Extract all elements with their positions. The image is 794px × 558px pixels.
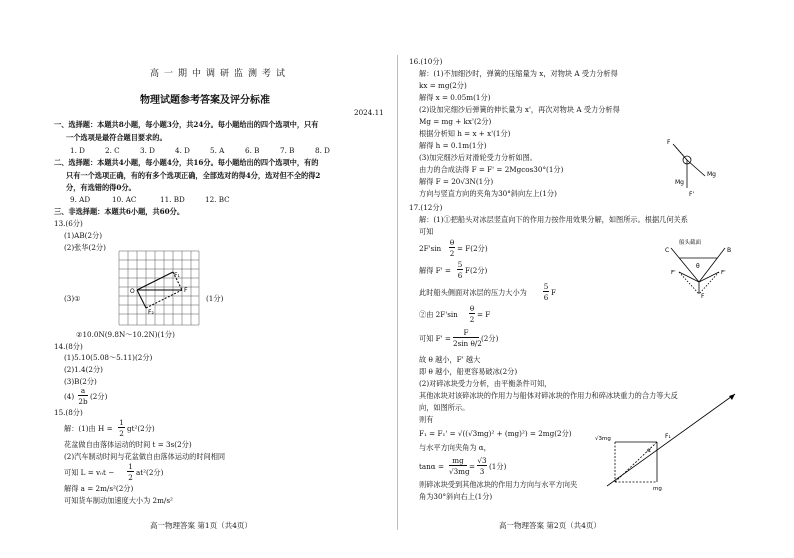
q17-eq2-start: 解得 F' = — [419, 266, 451, 275]
q17-eq5: F₁ = F₁' = √((√3mg)² + (mg)²) = 2mg(2分) — [419, 429, 572, 438]
q17-eq2-frac-bar — [457, 269, 463, 270]
fig17a-title: 船头截面 — [679, 240, 702, 246]
q15-line2: 花盆做自由落体运动的时间 t = 3s(2分) — [64, 440, 192, 449]
answer-6: 6. B — [245, 146, 260, 155]
q17-line3-frac-num: 5 — [543, 282, 549, 291]
q17-eq6-frac2-num: √3 — [477, 456, 487, 465]
fig17a-label-theta: θ — [696, 263, 700, 270]
q17-eq3-frac-bar — [469, 313, 475, 314]
fig17a-label-fprime-left: F' — [671, 270, 676, 276]
q16-line7: 解得 h = 0.1m(1分) — [419, 141, 487, 150]
grid-label-o: O — [130, 288, 135, 295]
answer-4: 4. D — [175, 146, 190, 155]
q17-line3: 此时船头侧面对冰层的压力大小为 — [419, 288, 527, 297]
q17-line5: 即 θ 越小，船更容易破冰(2分) — [419, 367, 518, 376]
ship-bow-diagram — [665, 238, 735, 300]
q17-eq4-end: (2分) — [481, 334, 499, 343]
q17-line3-frac-den: 6 — [543, 293, 549, 302]
q17-line8: 向，如图所示。 — [419, 403, 470, 412]
fig17b-label-f1: F₁ — [665, 433, 671, 440]
fig17b-label-mg: mg — [653, 486, 662, 492]
answer-11: 11. BD — [160, 195, 185, 204]
answer-1: 1. D — [70, 146, 85, 155]
exam-header: 高一期中调研监测考试 — [150, 69, 291, 79]
q15-line1-end: gt²(2分) — [127, 424, 155, 433]
doc-title: 物理试题参考答案及评分标准 — [140, 95, 270, 106]
fig16-label-fprime: F' — [689, 191, 695, 198]
answer-2: 2. C — [105, 146, 120, 155]
q13-part3b: ②10.0N(9.8N～10.2N)(1分) — [76, 330, 175, 339]
q17-eq6-frac2-bar — [477, 465, 487, 466]
pulley-force-diagram — [667, 138, 737, 198]
q17-eq6-start: tanα = — [419, 462, 444, 471]
q17-eq6-frac1-num: mg — [452, 456, 464, 465]
q14-part4: (4) — [64, 392, 75, 401]
q14-part2: (2)1.4(2分) — [64, 365, 103, 374]
q17-eq6-frac1-bar — [449, 465, 467, 466]
q15-line6: 可知货车制动加速度大小为 2m/s² — [64, 496, 173, 505]
q16-line11: 方向与竖直方向的夹角为30°斜向左上(1分) — [419, 189, 557, 198]
q17-line10: 与水平方向夹角为 α， — [419, 443, 491, 452]
q16-line5: Mg = mg + kx'(2分) — [419, 117, 492, 126]
q17-line2: 可知 — [419, 227, 434, 236]
fig17a-label-b: B — [727, 247, 732, 254]
q17-eq6-eq: = — [469, 462, 476, 471]
q15-half-num: 1 — [119, 418, 124, 427]
fig16-label-mg-right: Mg — [707, 171, 716, 178]
q15-half2-den: 2 — [128, 473, 133, 482]
page-footer-2: 高一物理答案 第2页（共4页） — [499, 521, 601, 530]
fig17b-label-alpha: α — [647, 447, 651, 454]
answer-9: 9. AD — [70, 195, 91, 204]
section-1-heading-cont: 一个选项是最符合题目要求的。 — [66, 133, 167, 142]
ice-force-diagram — [597, 390, 737, 490]
q17-eq4-frac-num: F — [463, 328, 469, 337]
answer-3: 3. D — [140, 146, 155, 155]
answer-7: 7. B — [280, 146, 295, 155]
q14-frac-bar — [78, 395, 88, 396]
q15-half2-num: 1 — [128, 462, 133, 471]
q17-line3-end: F — [551, 288, 556, 297]
q17-eq1-frac-den: 2 — [449, 249, 455, 258]
q17-eq1-frac-bar — [449, 247, 455, 248]
section-2-heading-cont: 只有一个选项正确，有的有多个选项正确，全部选对的得4分，选对但不全的得2 — [66, 171, 321, 180]
q16-title: 16.(10分) — [409, 57, 443, 66]
q16-line3: 解得 x = 0.05m(1分) — [419, 93, 491, 102]
answer-8: 8. D — [315, 146, 330, 155]
fig17a-label-fprime-right: F' — [721, 270, 726, 276]
q17-eq3-frac-num: θ — [469, 304, 475, 313]
q17-eq4-frac-den: 2sin θ/2 — [453, 339, 482, 348]
q17-eq3-end: = F — [477, 310, 491, 319]
q15-half2-bar — [127, 471, 134, 472]
q17-eq4-start: 可知 F' = — [419, 334, 451, 343]
q15-line5: 解得 a = 2m/s²(2分) — [64, 484, 134, 493]
q14-part4-score: (2分) — [90, 392, 108, 401]
answer-5: 5. A — [210, 146, 225, 155]
q13-part3: (3)① — [64, 294, 81, 303]
q15-title: 15.(8分) — [54, 408, 83, 417]
q16-line9: 由力的合成法得 F = F' = 2Mgcos30°(1分) — [419, 165, 564, 174]
q16-line4: (2)设加完细沙后弹簧的伸长量为 x'，再次对物块 A 受力分析得 — [419, 105, 620, 114]
q17-line3-frac-bar — [543, 291, 549, 292]
answer-12: 12. BC — [205, 195, 230, 204]
q16-line8: (3)加完细沙后对滑轮受力分析如图。 — [419, 153, 537, 162]
q15-half-bar — [118, 427, 125, 428]
section-2-heading: 二、选择题：本题共4小题，每小题4分，共16分。每小题给出的四个选项中，有的 — [54, 158, 319, 167]
fig16-label-f: F — [667, 139, 671, 146]
q17-line1: 解：(1)①把船头对冰层竖直向下的作用力按作用效果分解，如图所示。根据几何关系 — [419, 215, 688, 224]
q17-eq3-start: ②由 2F'sin — [419, 310, 458, 319]
q15-line4: 可知 L = v₀t − — [64, 468, 115, 477]
grid-label-f: F — [184, 287, 188, 294]
q14-part1: (1)5.10(5.08～5.11)(2分) — [64, 353, 153, 362]
q17-line6: (2)对碎冰块受力分析，由平衡条件可知， — [419, 379, 552, 388]
q17-eq1-start: 2F'sin — [419, 244, 442, 253]
q14-frac-den: 2b — [78, 397, 88, 406]
q13-part3-score: (1分) — [206, 294, 224, 303]
q14-title: 14.(8分) — [54, 342, 83, 351]
section-2-heading-cont2: 分，有选错的得0分。 — [66, 183, 136, 192]
q17-line11: 则碎冰块受到其他冰块的作用力方向与水平方向夹 — [419, 480, 578, 489]
fig17b-label-sqrt3mg: √3mg — [595, 436, 611, 442]
q16-line6: 根据分析知 h = x + x'(1分) — [419, 129, 511, 138]
q15-line3: (2)汽车制动时间与花盆做自由落体运动的时间相同 — [64, 452, 226, 461]
doc-date: 2024.11 — [354, 108, 384, 117]
q17-line4: 故 θ 越小，F' 越大 — [419, 355, 481, 364]
q15-line1: 解：(1)由 H = — [64, 424, 113, 433]
q13-title: 13.(6分) — [54, 219, 83, 228]
q16-line10: 解得 F = 20√3N(1分) — [419, 177, 494, 186]
grid-label-f2: F₂ — [148, 309, 154, 316]
section-3-heading: 三、非选择题：本题共6小题，共60分。 — [54, 207, 185, 216]
q17-eq1-end: = F(2分) — [457, 244, 488, 253]
fig17a-label-f: F — [701, 293, 705, 300]
force-grid-diagram — [118, 250, 200, 326]
grid-label-f1: F₁ — [174, 272, 180, 279]
q17-eq6-end: (1分) — [489, 462, 507, 471]
q15-half-den: 2 — [119, 429, 124, 438]
q17-eq1-frac-num: θ — [449, 238, 455, 247]
page-footer-1: 高一物理答案 第1页（共4页） — [150, 521, 252, 530]
q17-eq2-frac-num: 5 — [457, 260, 463, 269]
q15-line4-end: at²(2分) — [136, 468, 164, 477]
q14-frac-num: a — [80, 386, 86, 395]
q17-eq4-frac-bar — [453, 337, 479, 338]
q13-part2: (2)张华(2分) — [64, 243, 106, 252]
q14-part3: (3)B(2分) — [64, 377, 97, 386]
q17-line9: 则有 — [419, 415, 434, 424]
q17-line7: 其他冰块对该碎冰块的作用力与船体对碎冰块的作用力和碎冰块重力的合力等大反 — [419, 391, 678, 400]
answer-10: 10. AC — [112, 195, 137, 204]
q17-title: 17.(12分) — [409, 203, 443, 212]
q17-eq6-frac2-den: 3 — [479, 467, 485, 476]
fig17a-label-c: C — [665, 247, 670, 254]
q17-eq3-frac-den: 2 — [469, 315, 475, 324]
q17-line12: 角为30°斜向右上(1分) — [419, 492, 493, 501]
q13-part1: (1)AB(2分) — [64, 231, 103, 240]
q17-eq6-frac1-den: √3mg — [449, 467, 470, 476]
q16-line1: 解：(1)不加细沙时，弹簧的压缩量为 x，对物块 A 受力分析得 — [419, 69, 618, 78]
q17-eq2-frac-den: 6 — [457, 271, 463, 280]
section-1-heading: 一、选择题：本题共8小题，每小题3分，共24分。每小题给出的四个选项中，只有 — [54, 120, 319, 129]
fig16-label-mg-down: Mg — [675, 179, 684, 186]
q16-line2: kx = mg(2分) — [419, 81, 467, 90]
q17-eq2-end: F(2分) — [465, 266, 488, 275]
answer-page-2 — [397, 0, 794, 558]
